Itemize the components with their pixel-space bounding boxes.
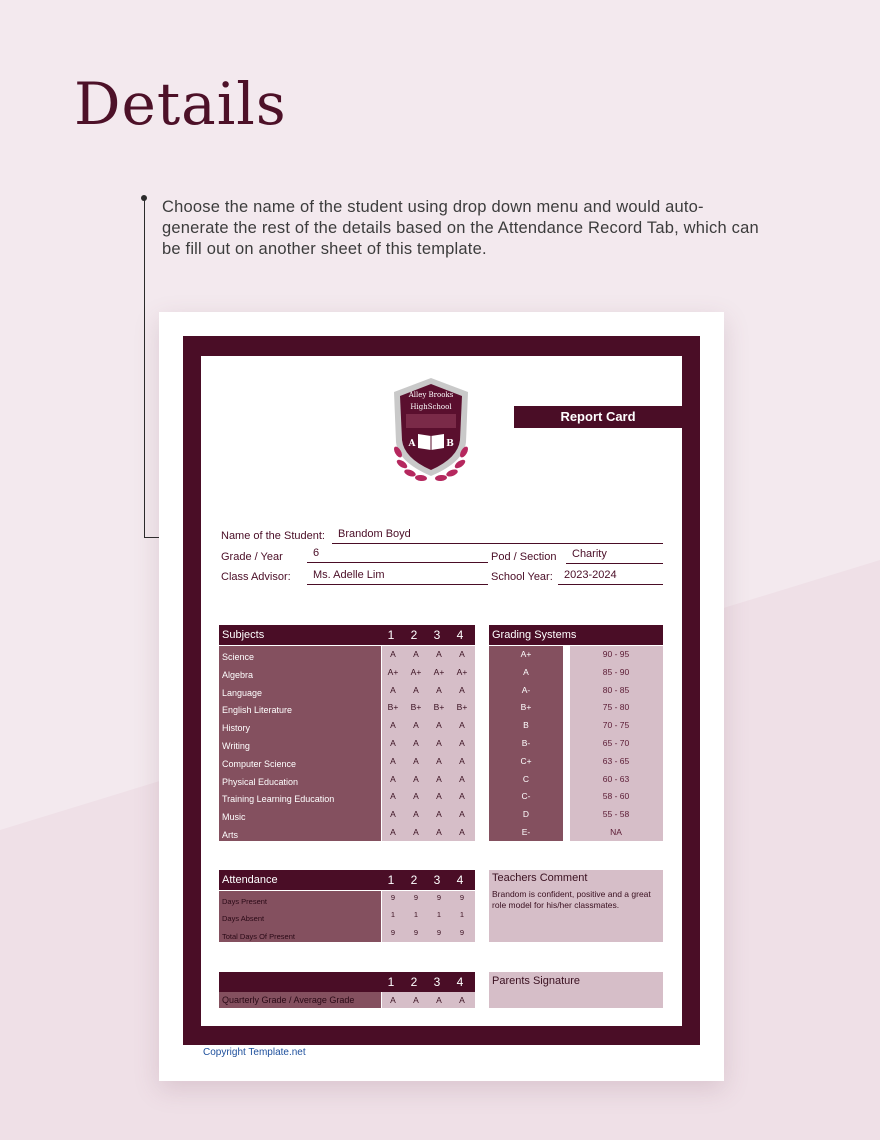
subject-grade-q2: A	[413, 684, 419, 695]
attendance-quarter-2: 2	[410, 873, 418, 887]
attendance-value-q3: 1	[436, 910, 442, 919]
quarterly-quarter-1: 1	[387, 975, 395, 989]
quarterly-value-1: A	[390, 995, 396, 1005]
subject-grade-q4: A	[459, 791, 465, 802]
report-card-frame	[183, 336, 700, 1045]
subject-grade-q4: A+	[456, 666, 468, 677]
subject-grade-q3: A	[436, 827, 442, 837]
grading-range: 58 - 60	[602, 791, 630, 802]
pointer-line	[144, 198, 145, 538]
subject-grade-q3: A	[436, 738, 442, 748]
attendance-value-q2: 9	[413, 928, 419, 937]
grading-grade: B-	[521, 738, 531, 748]
school-year-label: School Year:	[491, 571, 553, 583]
attendance-row-label: Total Days Of Present	[222, 932, 295, 941]
subject-grade-q3: A	[436, 791, 442, 802]
subject-grade-q3: A	[436, 720, 442, 731]
subjects-header-label: Subjects	[222, 629, 265, 641]
subject-name: Music	[222, 812, 246, 823]
subject-grade-q2: A+	[410, 666, 422, 677]
attendance-value-q3: 9	[436, 928, 442, 937]
class-advisor-label: Class Advisor:	[221, 571, 291, 583]
quarterly-quarter-4: 4	[456, 975, 464, 989]
subject-grade-q3: A	[436, 773, 442, 784]
grading-range: NA	[610, 827, 622, 837]
subject-name: Algebra	[222, 669, 254, 680]
student-name-label: Name of the Student:	[221, 530, 325, 542]
grading-range: 60 - 63	[602, 773, 630, 784]
page-title: Details	[74, 70, 287, 138]
grading-grade: C	[522, 773, 530, 784]
quarter-3-header: 3	[433, 628, 441, 642]
grading-systems-header	[489, 625, 663, 645]
student-name-dropdown[interactable]: Brandom Boyd	[332, 527, 663, 544]
subject-grade-q1: A	[390, 809, 396, 820]
teachers-comment-title: Teachers Comment	[492, 872, 588, 884]
grading-range: 65 - 70	[602, 738, 630, 748]
subject-grade-q1: A	[390, 827, 396, 837]
attendance-value-q2: 1	[413, 910, 419, 919]
attendance-value-q3: 9	[436, 893, 442, 902]
quarter-2-header: 2	[410, 628, 418, 642]
subject-grade-q1: A	[390, 684, 396, 695]
subject-grade-q2: A	[413, 649, 419, 659]
attendance-quarter-1: 1	[387, 873, 395, 887]
report-card-body	[201, 356, 682, 1026]
subject-grade-q2: A	[413, 755, 419, 766]
subject-grade-q2: A	[413, 809, 419, 820]
attendance-header-label: Attendance	[222, 874, 278, 886]
subject-grade-q2: A	[413, 827, 419, 837]
grading-range: 55 - 58	[602, 809, 630, 820]
svg-text:A: A	[408, 439, 416, 449]
attendance-quarter-3: 3	[433, 873, 441, 887]
grade-year-field[interactable]: 6	[307, 546, 488, 563]
subject-grade-q3: A	[436, 684, 442, 695]
quarterly-value-4: A	[459, 995, 465, 1005]
school-logo-icon	[376, 372, 486, 492]
grading-grade: D	[522, 809, 530, 820]
subject-name: History	[222, 723, 251, 734]
svg-text:HighSchool: HighSchool	[410, 403, 452, 411]
subject-grade-q2: A	[413, 791, 419, 802]
pod-section-field[interactable]: Charity	[566, 547, 663, 564]
subject-grade-q3: B+	[433, 702, 445, 713]
quarterly-value-2: A	[413, 995, 419, 1005]
copyright-text: Copyright Template.net	[203, 1047, 306, 1058]
subjects-header	[219, 625, 475, 645]
report-card-sheet	[159, 312, 724, 1081]
report-card-banner: Report Card	[514, 406, 682, 428]
attendance-header	[219, 870, 475, 890]
attendance-quarter-4: 4	[456, 873, 464, 887]
attendance-value-q4: 9	[459, 928, 465, 937]
grading-grade: C+	[520, 755, 532, 766]
grading-range: 75 - 80	[602, 702, 630, 713]
subject-name: Computer Science	[222, 758, 297, 769]
attendance-row-label: Days Absent	[222, 914, 265, 923]
subject-grade-q4: A	[459, 755, 465, 766]
attendance-value-q1: 1	[390, 910, 396, 919]
quarter-1-header: 1	[387, 628, 395, 642]
subject-grade-q1: A+	[387, 666, 399, 677]
grading-range: 80 - 85	[602, 684, 630, 695]
subject-grade-q1: A	[390, 755, 396, 766]
attendance-value-q4: 1	[459, 910, 465, 919]
grading-systems-header-label: Grading Systems	[492, 629, 577, 641]
svg-text:Alley Brooks: Alley Brooks	[408, 391, 454, 399]
grading-range: 85 - 90	[602, 666, 630, 677]
subject-grade-q2: A	[413, 773, 419, 784]
pod-section-label: Pod / Section	[491, 551, 557, 563]
attendance-value-q2: 9	[413, 893, 419, 902]
grading-grade: B+	[520, 702, 532, 713]
attendance-value-q4: 9	[459, 893, 465, 902]
subject-grade-q4: A	[459, 809, 465, 820]
grading-range: 63 - 65	[602, 755, 630, 766]
subject-grade-q3: A+	[433, 666, 445, 677]
quarterly-header	[219, 972, 475, 992]
grading-grade: E-	[521, 827, 531, 837]
attendance-value-q1: 9	[390, 893, 396, 902]
subject-grade-q3: A	[436, 755, 442, 766]
subject-grade-q4: A	[459, 649, 465, 659]
subject-grade-q4: A	[459, 738, 465, 748]
subject-name: Physical Education	[222, 776, 299, 787]
subject-grade-q2: B+	[410, 702, 422, 713]
teachers-comment-text: Brandom is confident, positive and a great role model for his/her classmates.	[492, 889, 651, 910]
subject-grade-q1: A	[390, 649, 396, 659]
subject-grade-q4: A	[459, 773, 465, 784]
grading-range: 70 - 75	[602, 720, 630, 731]
grading-grade: B	[523, 720, 529, 731]
quarterly-value-3: A	[436, 995, 442, 1005]
subject-name: English Literature	[222, 705, 293, 716]
quarter-4-header: 4	[456, 628, 464, 642]
quarterly-quarter-3: 3	[433, 975, 441, 989]
subject-name: Arts	[222, 830, 239, 840]
subject-grade-q2: A	[413, 720, 419, 731]
subject-name: Science	[222, 652, 255, 662]
subject-name: Language	[222, 687, 263, 698]
subject-grade-q3: A	[436, 809, 442, 820]
subject-grade-q4: A	[459, 827, 465, 837]
subject-name: Training Learning Education	[222, 794, 335, 805]
school-year-field[interactable]: 2023-2024	[558, 568, 663, 585]
grading-grade: A+	[520, 649, 532, 659]
grading-grade: A	[523, 666, 529, 677]
parents-signature-title: Parents Signature	[492, 975, 581, 987]
subject-grade-q4: A	[459, 684, 465, 695]
subject-grade-q1: A	[390, 773, 396, 784]
grading-grade: C-	[521, 791, 531, 802]
subject-grade-q1: B+	[387, 702, 399, 713]
quarterly-quarter-2: 2	[410, 975, 418, 989]
subject-grade-q3: A	[436, 649, 442, 659]
quarterly-label: Quarterly Grade / Average Grade	[222, 995, 355, 1005]
grading-range: 90 - 95	[602, 649, 630, 659]
subject-name: Writing	[222, 741, 250, 751]
svg-text:B: B	[446, 439, 454, 449]
attendance-value-q1: 9	[390, 928, 396, 937]
subject-grade-q1: A	[390, 738, 396, 748]
subject-grade-q1: A	[390, 720, 396, 731]
subject-grade-q2: A	[413, 738, 419, 748]
subject-grade-q4: A	[459, 720, 465, 731]
subject-grade-q1: A	[390, 791, 396, 802]
subject-grade-q4: B+	[456, 702, 468, 713]
class-advisor-field[interactable]: Ms. Adelle Lim	[307, 568, 488, 585]
attendance-row-label: Days Present	[222, 897, 268, 906]
page-description: Choose the name of the student using drop down menu and would auto-generate the rest of the details based on the Attendance Record Tab, which can be fill out on another sheet of this template.	[162, 198, 759, 258]
grading-grade: A-	[521, 684, 531, 695]
grade-year-label: Grade / Year	[221, 551, 283, 563]
